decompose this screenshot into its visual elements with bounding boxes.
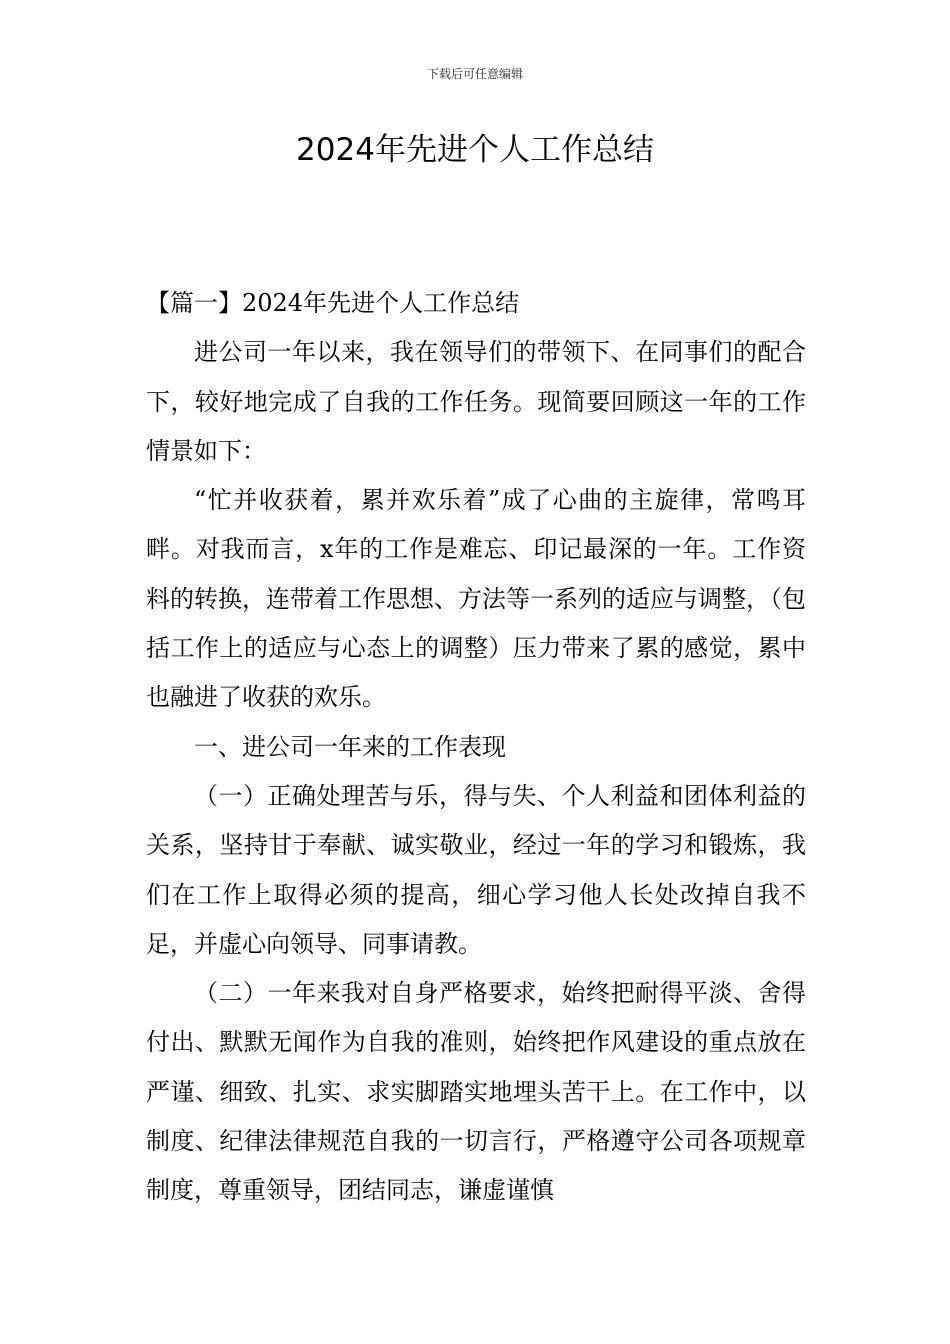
paragraph-intro: 进公司一年以来，我在领导们的带领下、在同事们的配合下，较好地完成了自我的工作任务。现简要回顾这一年的工作情景如下： bbox=[146, 338, 806, 465]
paragraph-point-one: （一）正确处理苦与乐，得与失、个人利益和团体利益的关系，坚持甘于奉献、诚实敬业，经过一年的学习和锻炼，我们在工作上取得必须的提高，细心学习他人长处改掉自我不足，并虚心向领导、同事请教。 bbox=[146, 781, 806, 958]
paragraph-point-two: （二）一年来我对自身严格要求，始终把耐得平淡、舍得付出、默默无闻作为自我的准则，始终把作风建设的重点放在严谨、细致、扎实、求实脚踏实地埋头苦干上。在工作中，以制度、纪律法律规范自我的一切言行，严格遵守公司各项规章制度，尊重领导，团结同志，谦虚谨慎 bbox=[146, 979, 806, 1205]
subheading-work-performance: 一、进公司一年来的工作表现 bbox=[194, 732, 506, 761]
section-heading: 【篇一】2024年先进个人工作总结 bbox=[146, 289, 520, 317]
header-note: 下载后可任意编辑 bbox=[426, 67, 523, 81]
paragraph-reflection: “忙并收获着，累并欢乐着”成了心曲的主旋律，常鸣耳畔。对我而言，x年的工作是难忘、印记最深的一年。工作资料的转换，连带着工作思想、方法等一系列的适应与调整，（包括工作上的适应与心态上的调整）压力带来了累的感觉，累中也融进了收获的欢乐。 bbox=[146, 486, 806, 712]
document-title: 2024年先进个人工作总结 bbox=[296, 132, 654, 168]
document-body bbox=[146, 279, 806, 1216]
